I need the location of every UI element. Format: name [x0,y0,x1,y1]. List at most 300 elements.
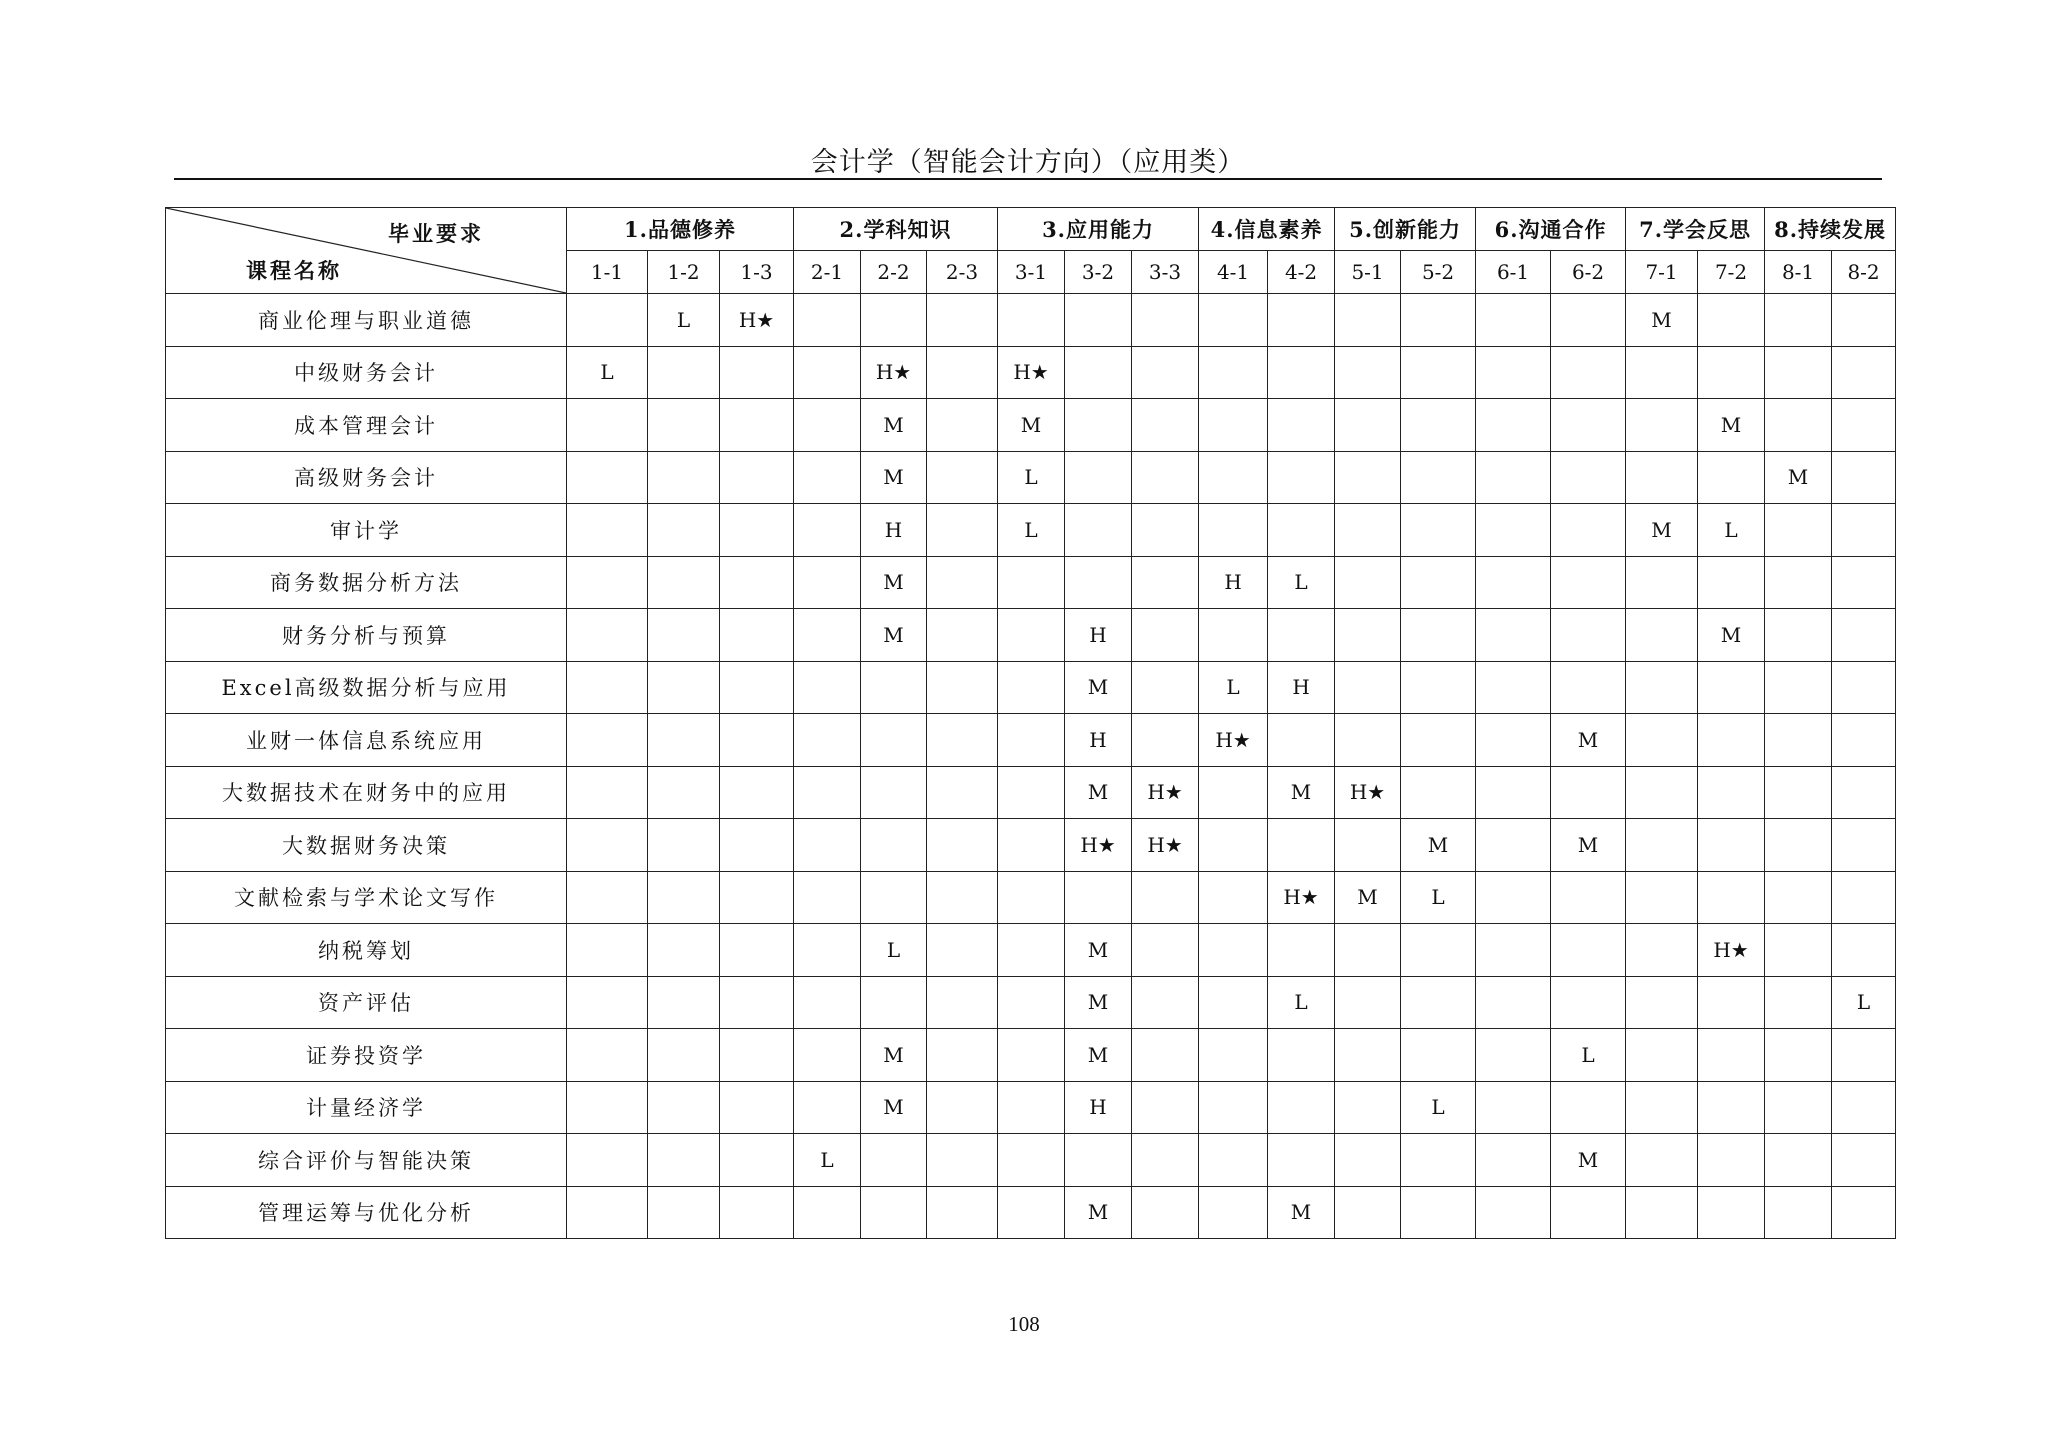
requirement-sub-header: 1-1 [567,251,648,294]
course-name-cell: 高级财务会计 [166,451,567,504]
support-level-cell [648,819,720,872]
support-level-cell [648,871,720,924]
support-level-cell: L [1401,1081,1476,1134]
support-level-cell [927,976,998,1029]
requirement-group-header: 7.学会反思 [1626,208,1765,251]
support-level-cell [1132,1029,1199,1082]
requirement-sub-header: 2-1 [794,251,861,294]
support-level-cell [1698,346,1765,399]
support-level-cell: H★ [1335,766,1401,819]
support-level-cell [1476,871,1551,924]
support-level-cell [1199,504,1268,557]
support-level-cell: M [1065,1029,1132,1082]
support-level-cell [1132,451,1199,504]
support-level-cell [648,976,720,1029]
support-level-cell [1698,1134,1765,1187]
course-name-cell: Excel高级数据分析与应用 [166,661,567,714]
requirement-group-header: 3.应用能力 [998,208,1199,251]
support-level-cell [720,976,794,1029]
support-level-cell [720,1134,794,1187]
support-level-cell: M [1065,924,1132,977]
support-level-cell: L [1698,504,1765,557]
table-row [166,1186,1896,1239]
support-level-cell [648,1186,720,1239]
requirement-group-header: 2.学科知识 [794,208,998,251]
support-level-cell [567,451,648,504]
support-level-cell [1199,451,1268,504]
support-level-cell [1476,1081,1551,1134]
support-level-cell [794,1081,861,1134]
support-level-cell [1401,451,1476,504]
support-level-cell [1765,399,1832,452]
support-level-cell [1626,661,1698,714]
support-level-cell [1626,609,1698,662]
support-level-cell [861,766,927,819]
support-level-cell: L [648,294,720,347]
support-level-cell [1765,766,1832,819]
support-level-cell [861,714,927,767]
support-level-cell [648,1134,720,1187]
support-level-cell [861,294,927,347]
support-level-cell [1065,871,1132,924]
support-level-cell [1335,294,1401,347]
support-level-cell [720,819,794,872]
support-level-cell: H★ [1132,766,1199,819]
support-level-cell [1065,556,1132,609]
table-row [166,504,1896,557]
curriculum-matrix-table [165,207,1896,1239]
support-level-cell [1832,451,1896,504]
support-level-cell [1476,976,1551,1029]
support-level-cell [1626,346,1698,399]
support-level-cell [1268,1134,1335,1187]
course-name-cell: 纳税筹划 [166,924,567,977]
support-level-cell [927,609,998,662]
support-level-cell [1199,924,1268,977]
table-row [166,766,1896,819]
support-level-cell [861,1186,927,1239]
support-level-cell: M [1065,1186,1132,1239]
support-level-cell [1476,924,1551,977]
title-rule [174,178,1882,180]
support-level-cell [1401,714,1476,767]
support-level-cell [1132,1186,1199,1239]
support-level-cell [720,714,794,767]
support-level-cell [567,1081,648,1134]
support-level-cell [1476,556,1551,609]
support-level-cell [1199,1134,1268,1187]
support-level-cell [567,714,648,767]
support-level-cell [648,556,720,609]
support-level-cell [1832,819,1896,872]
support-level-cell [794,766,861,819]
table-row [166,346,1896,399]
support-level-cell [1199,871,1268,924]
support-level-cell [648,661,720,714]
support-level-cell: M [861,451,927,504]
support-level-cell [1698,976,1765,1029]
support-level-cell [927,661,998,714]
support-level-cell [720,766,794,819]
requirement-group-header: 8.持续发展 [1765,208,1896,251]
support-level-cell [720,399,794,452]
support-level-cell [567,661,648,714]
support-level-cell: H★ [720,294,794,347]
support-level-cell [1199,1029,1268,1082]
support-level-cell [1132,924,1199,977]
support-level-cell [927,451,998,504]
support-level-cell [1268,714,1335,767]
support-level-cell [861,976,927,1029]
support-level-cell [998,714,1065,767]
support-level-cell [1476,1134,1551,1187]
table-row [166,294,1896,347]
support-level-cell [794,346,861,399]
support-level-cell [1132,1081,1199,1134]
support-level-cell [1335,399,1401,452]
support-level-cell [1832,1029,1896,1082]
requirement-sub-header: 4-2 [1268,251,1335,294]
support-level-cell [1765,714,1832,767]
support-level-cell [1065,399,1132,452]
support-level-cell [1476,609,1551,662]
support-level-cell [1551,504,1626,557]
course-name-cell: 管理运筹与优化分析 [166,1186,567,1239]
support-level-cell [861,1134,927,1187]
support-level-cell [1401,1186,1476,1239]
support-level-cell [1268,609,1335,662]
support-level-cell: L [794,1134,861,1187]
support-level-cell: M [1551,714,1626,767]
support-level-cell [1551,976,1626,1029]
support-level-cell [567,1134,648,1187]
support-level-cell [1551,766,1626,819]
support-level-cell [794,871,861,924]
support-level-cell [1401,556,1476,609]
course-name-cell: 资产评估 [166,976,567,1029]
support-level-cell: L [1199,661,1268,714]
support-level-cell [794,451,861,504]
support-level-cell [1765,1029,1832,1082]
support-level-cell [1765,556,1832,609]
support-level-cell: L [1551,1029,1626,1082]
support-level-cell [794,609,861,662]
course-name-cell: 证券投资学 [166,1029,567,1082]
support-level-cell [1476,661,1551,714]
support-level-cell [1626,1029,1698,1082]
support-level-cell [1132,976,1199,1029]
support-level-cell [648,609,720,662]
support-level-cell [648,714,720,767]
support-level-cell [1698,766,1765,819]
requirement-sub-header: 1-3 [720,251,794,294]
support-level-cell [720,609,794,662]
support-level-cell: M [1626,294,1698,347]
support-level-cell [720,556,794,609]
table-row [166,1081,1896,1134]
course-name-cell: 中级财务会计 [166,346,567,399]
support-level-cell [998,766,1065,819]
support-level-cell [1765,924,1832,977]
support-level-cell [1132,714,1199,767]
support-level-cell: L [567,346,648,399]
support-level-cell: M [1065,661,1132,714]
support-level-cell [1698,819,1765,872]
support-level-cell [1132,661,1199,714]
support-level-cell [1832,661,1896,714]
support-level-cell: M [1698,609,1765,662]
support-level-cell: M [861,556,927,609]
support-level-cell [1476,451,1551,504]
course-name-cell: 大数据财务决策 [166,819,567,872]
requirement-sub-header: 2-3 [927,251,998,294]
requirement-group-header: 4.信息素养 [1199,208,1335,251]
page-title: 会计学（智能会计方向）（应用类） [810,147,1246,178]
support-level-cell [1335,976,1401,1029]
support-level-cell: H★ [1268,871,1335,924]
support-level-cell [1401,661,1476,714]
course-name-cell: 审计学 [166,504,567,557]
support-level-cell [1132,294,1199,347]
support-level-cell [1765,1081,1832,1134]
support-level-cell [720,871,794,924]
support-level-cell [1401,346,1476,399]
requirement-sub-header: 8-2 [1832,251,1896,294]
support-level-cell [1626,766,1698,819]
course-name-cell: 大数据技术在财务中的应用 [166,766,567,819]
requirement-sub-header: 5-1 [1335,251,1401,294]
requirement-sub-header: 7-2 [1698,251,1765,294]
support-level-cell: H★ [1199,714,1268,767]
support-level-cell: M [1765,451,1832,504]
support-level-cell: M [998,399,1065,452]
support-level-cell [567,556,648,609]
support-level-cell [1335,1134,1401,1187]
support-level-cell [1199,1186,1268,1239]
support-level-cell: M [1268,766,1335,819]
table-row [166,976,1896,1029]
corner-label-courses: 课程名称 [246,258,342,283]
support-level-cell: L [861,924,927,977]
support-level-cell: H [1065,714,1132,767]
support-level-cell [648,924,720,977]
support-level-cell: M [861,609,927,662]
support-level-cell [1268,924,1335,977]
support-level-cell [794,819,861,872]
support-level-cell [998,871,1065,924]
support-level-cell [998,924,1065,977]
support-level-cell [1476,1186,1551,1239]
support-level-cell [1132,556,1199,609]
support-level-cell [1832,556,1896,609]
support-level-cell [1199,766,1268,819]
support-level-cell [1551,1186,1626,1239]
support-level-cell [1832,294,1896,347]
table-row [166,1029,1896,1082]
requirement-sub-header: 6-1 [1476,251,1551,294]
support-level-cell [567,924,648,977]
support-level-cell [1765,871,1832,924]
support-level-cell [1335,1186,1401,1239]
table-row [166,871,1896,924]
support-level-cell [1832,871,1896,924]
support-level-cell [1476,346,1551,399]
support-level-cell [1065,504,1132,557]
support-level-cell [648,346,720,399]
support-level-cell [1765,819,1832,872]
support-level-cell [1832,1134,1896,1187]
support-level-cell [998,1029,1065,1082]
course-name-cell: 商业伦理与职业道德 [166,294,567,347]
support-level-cell [1132,609,1199,662]
support-level-cell [567,871,648,924]
support-level-cell [1551,871,1626,924]
support-level-cell [1401,1134,1476,1187]
support-level-cell: M [1065,766,1132,819]
support-level-cell [794,976,861,1029]
support-level-cell [998,556,1065,609]
support-level-cell [1132,871,1199,924]
support-level-cell [1765,1186,1832,1239]
support-level-cell [998,1134,1065,1187]
support-level-cell [1551,661,1626,714]
support-level-cell [1401,294,1476,347]
support-level-cell: M [1626,504,1698,557]
course-name-cell: 成本管理会计 [166,399,567,452]
support-level-cell [927,766,998,819]
support-level-cell [927,1029,998,1082]
support-level-cell [1401,399,1476,452]
table-row [166,714,1896,767]
matrix-body [166,294,1896,1239]
support-level-cell [720,1029,794,1082]
support-level-cell [794,504,861,557]
support-level-cell [1626,399,1698,452]
support-level-cell [927,714,998,767]
support-level-cell [1626,976,1698,1029]
support-level-cell [1626,556,1698,609]
support-level-cell [720,1186,794,1239]
support-level-cell [1765,504,1832,557]
support-level-cell [1626,1186,1698,1239]
support-level-cell [794,294,861,347]
support-level-cell: M [1551,819,1626,872]
requirement-sub-header: 4-1 [1199,251,1268,294]
requirement-sub-header: 5-2 [1401,251,1476,294]
table-row [166,399,1896,452]
support-level-cell [998,661,1065,714]
course-name-cell: 业财一体信息系统应用 [166,714,567,767]
corner-label-requirements: 毕业要求 [388,221,484,246]
support-level-cell [720,924,794,977]
requirement-sub-header: 3-2 [1065,251,1132,294]
support-level-cell [1698,661,1765,714]
support-level-cell [1268,504,1335,557]
support-level-cell [1335,609,1401,662]
table-row [166,451,1896,504]
support-level-cell: H★ [1132,819,1199,872]
page-number: 108 [1008,1312,1040,1336]
support-level-cell [1765,346,1832,399]
support-level-cell [1401,766,1476,819]
support-level-cell [794,556,861,609]
support-level-cell [1626,1081,1698,1134]
support-level-cell [567,609,648,662]
course-name-cell: 文献检索与学术论文写作 [166,871,567,924]
support-level-cell [794,924,861,977]
support-level-cell [1132,504,1199,557]
support-level-cell: H★ [1698,924,1765,977]
support-level-cell [927,1186,998,1239]
support-level-cell [1401,924,1476,977]
support-level-cell [1476,766,1551,819]
support-level-cell [1335,714,1401,767]
support-level-cell [1268,1081,1335,1134]
support-level-cell [1832,924,1896,977]
support-level-cell [648,1081,720,1134]
support-level-cell [998,976,1065,1029]
support-level-cell [1268,819,1335,872]
support-level-cell: M [1401,819,1476,872]
support-level-cell: H [1065,609,1132,662]
support-level-cell: L [1268,556,1335,609]
support-level-cell [998,1186,1065,1239]
support-level-cell: L [998,504,1065,557]
corner-diagonal [166,208,566,293]
support-level-cell [1626,819,1698,872]
support-level-cell [567,294,648,347]
support-level-cell [1199,976,1268,1029]
support-level-cell: M [1698,399,1765,452]
support-level-cell [1832,714,1896,767]
support-level-cell [1401,976,1476,1029]
support-level-cell [1626,1134,1698,1187]
support-level-cell: M [1335,871,1401,924]
support-level-cell [998,819,1065,872]
support-level-cell [1551,346,1626,399]
support-level-cell [1268,451,1335,504]
support-level-cell [1476,504,1551,557]
support-level-cell: L [1401,871,1476,924]
support-level-cell [1335,346,1401,399]
support-level-cell [720,504,794,557]
support-level-cell [1199,294,1268,347]
support-level-cell: M [1268,1186,1335,1239]
support-level-cell [1832,346,1896,399]
requirement-group-row [166,208,1896,251]
table-row [166,1134,1896,1187]
support-level-cell [1476,1029,1551,1082]
support-level-cell [1065,451,1132,504]
support-level-cell [794,399,861,452]
table-row [166,556,1896,609]
support-level-cell: M [861,1029,927,1082]
table-row [166,609,1896,662]
support-level-cell [567,399,648,452]
requirement-sub-header: 2-2 [861,251,927,294]
support-level-cell: H★ [861,346,927,399]
table-row [166,819,1896,872]
support-level-cell [1476,294,1551,347]
support-level-cell [648,1029,720,1082]
support-level-cell [861,661,927,714]
support-level-cell [1335,661,1401,714]
requirement-sub-header: 6-2 [1551,251,1626,294]
support-level-cell [1698,451,1765,504]
support-level-cell [1476,714,1551,767]
course-name-cell: 综合评价与智能决策 [166,1134,567,1187]
support-level-cell [567,1029,648,1082]
